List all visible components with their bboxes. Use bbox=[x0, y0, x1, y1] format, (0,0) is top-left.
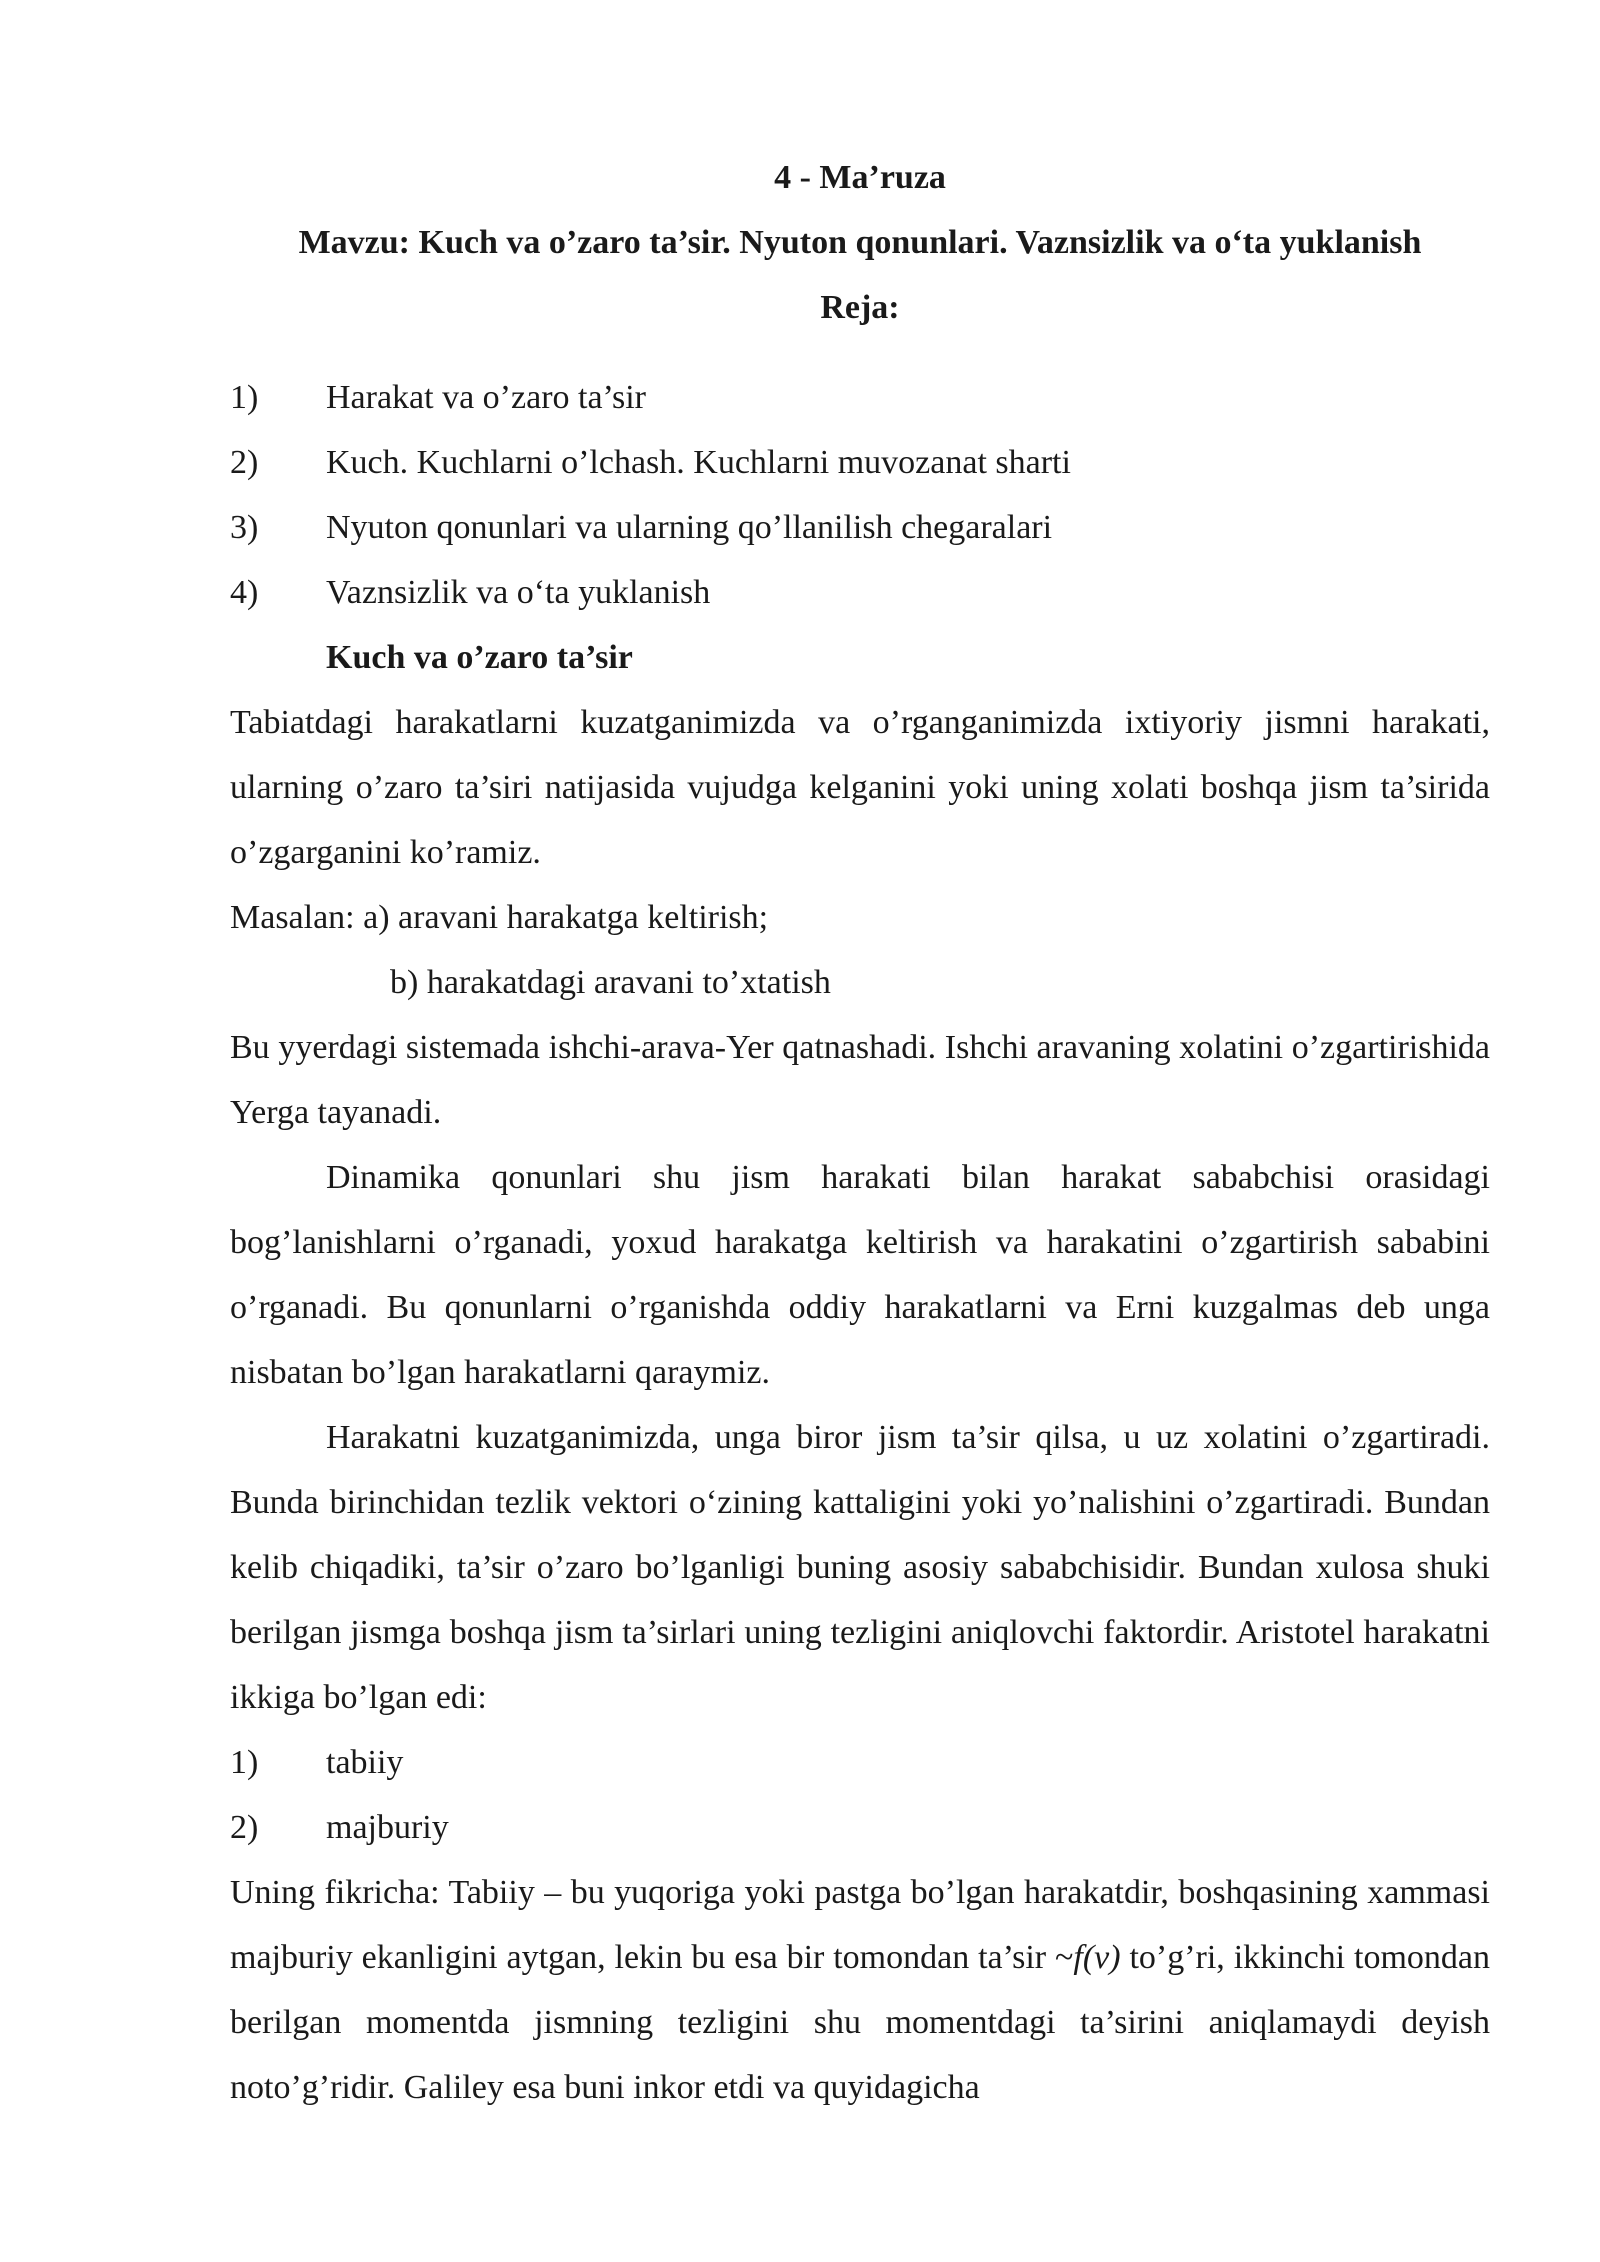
motion-type-number: 1) bbox=[230, 1744, 259, 1781]
plan-item-number: 1) bbox=[230, 379, 259, 416]
document-page bbox=[230, 145, 1490, 2120]
plan-item bbox=[230, 495, 1490, 560]
paragraph-intro: Tabiatdagi harakatlarni kuzatganimizda va o’rganganimizda ixtiyoriy jismni harakati, ularning o’zaro ta’siri natijasida vujudga kelganini yoki uning xolati boshqa jism ta’sirida o’zgarganini ko’ramiz. bbox=[230, 704, 1490, 871]
plan-item-text: Nyuton qonunlari va ularning qo’llanilish chegaralari bbox=[326, 509, 1053, 546]
paragraph-opinion-part2: to’g’ri, ikkinchi tomondan berilgan momentda jismning tezligini shu momentdagi ta’sirini aniqlamaydi deyish noto’g’ridir. Galiley esa buni inkor etdi va quyidagicha bbox=[230, 1939, 1490, 2106]
example-a: Masalan: a) aravani harakatga keltirish; bbox=[230, 899, 769, 936]
paragraph-system: Bu yyerdagi sistemada ishchi-arava-Yer qatnashadi. Ishchi aravaning xolatini o’zgartirishida Yerga tayanadi. bbox=[230, 1029, 1490, 1131]
plan-item-number: 4) bbox=[230, 574, 259, 611]
plan-list bbox=[230, 365, 1490, 625]
plan-item-text: Kuch. Kuchlarni o’lchash. Kuchlarni muvozanat sharti bbox=[326, 444, 1071, 481]
plan-item-number: 3) bbox=[230, 509, 259, 546]
motion-type-item bbox=[230, 1730, 1490, 1795]
motion-type-text: majburiy bbox=[326, 1809, 449, 1846]
paragraph-opinion bbox=[230, 1860, 1490, 2120]
section-heading: Kuch va o’zaro ta’sir bbox=[326, 639, 633, 676]
motion-types-list bbox=[230, 1730, 1490, 1860]
paragraph-dynamics: Dinamika qonunlari shu jism harakati bilan harakat sababchisi orasidagi bog’lanishlarni o’rganadi, yoxud harakatga keltirish va harakatini o’zgartirish sababini o’rganadi. Bu qonunlarni o’rganishda oddiy harakatlarni va Erni kuzgalmas deb unga nisbatan bo’lgan harakatlarni qaraymiz. bbox=[230, 1159, 1490, 1391]
example-b: b) harakatdagi aravani to’xtatish bbox=[390, 964, 831, 1001]
motion-type-number: 2) bbox=[230, 1809, 259, 1846]
plan-item-text: Vaznsizlik va o‘ta yuklanish bbox=[326, 574, 711, 611]
plan-item bbox=[230, 430, 1490, 495]
formula-f-of-v: f(v) bbox=[1073, 1939, 1121, 1976]
plan-title: Reja: bbox=[820, 289, 900, 326]
paragraph-observation: Harakatni kuzatganimizda, unga biror jism ta’sir qilsa, u uz xolatini o’zgartiradi. Bunda birinchidan tezlik vektori o‘zining kattaligini yoki yo’nalishini o’zgartiradi. Bundan kelib chiqadiki, ta’sir o’zaro bo’lganligi buning asosiy sababchisidir. Bundan xulosa shuki berilgan jismga boshqa jism ta’sirlari uning tezligini aniqlovchi faktordir. Aristotel harakatni ikkiga bo’lgan edi: bbox=[230, 1419, 1490, 1716]
plan-item bbox=[230, 365, 1490, 430]
plan-item-text: Harakat va o’zaro ta’sir bbox=[326, 379, 646, 416]
paragraph-opinion-part1: Uning fikricha: Tabiiy – bu yuqoriga yoki pastga bo’lgan harakatdir, boshqasining xammasi majburiy ekanligini aytgan, lekin bu esa bir tomondan ta’sir ~ bbox=[230, 1874, 1490, 1976]
motion-type-text: tabiiy bbox=[326, 1744, 404, 1781]
topic-title: Mavzu: Kuch va o’zaro ta’sir. Nyuton qonunlari. Vaznsizlik va o‘ta yuklanish bbox=[298, 224, 1422, 261]
plan-item-number: 2) bbox=[230, 444, 259, 481]
lecture-title: 4 - Ma’ruza bbox=[774, 159, 946, 196]
motion-type-item bbox=[230, 1795, 1490, 1860]
plan-item bbox=[230, 560, 1490, 625]
